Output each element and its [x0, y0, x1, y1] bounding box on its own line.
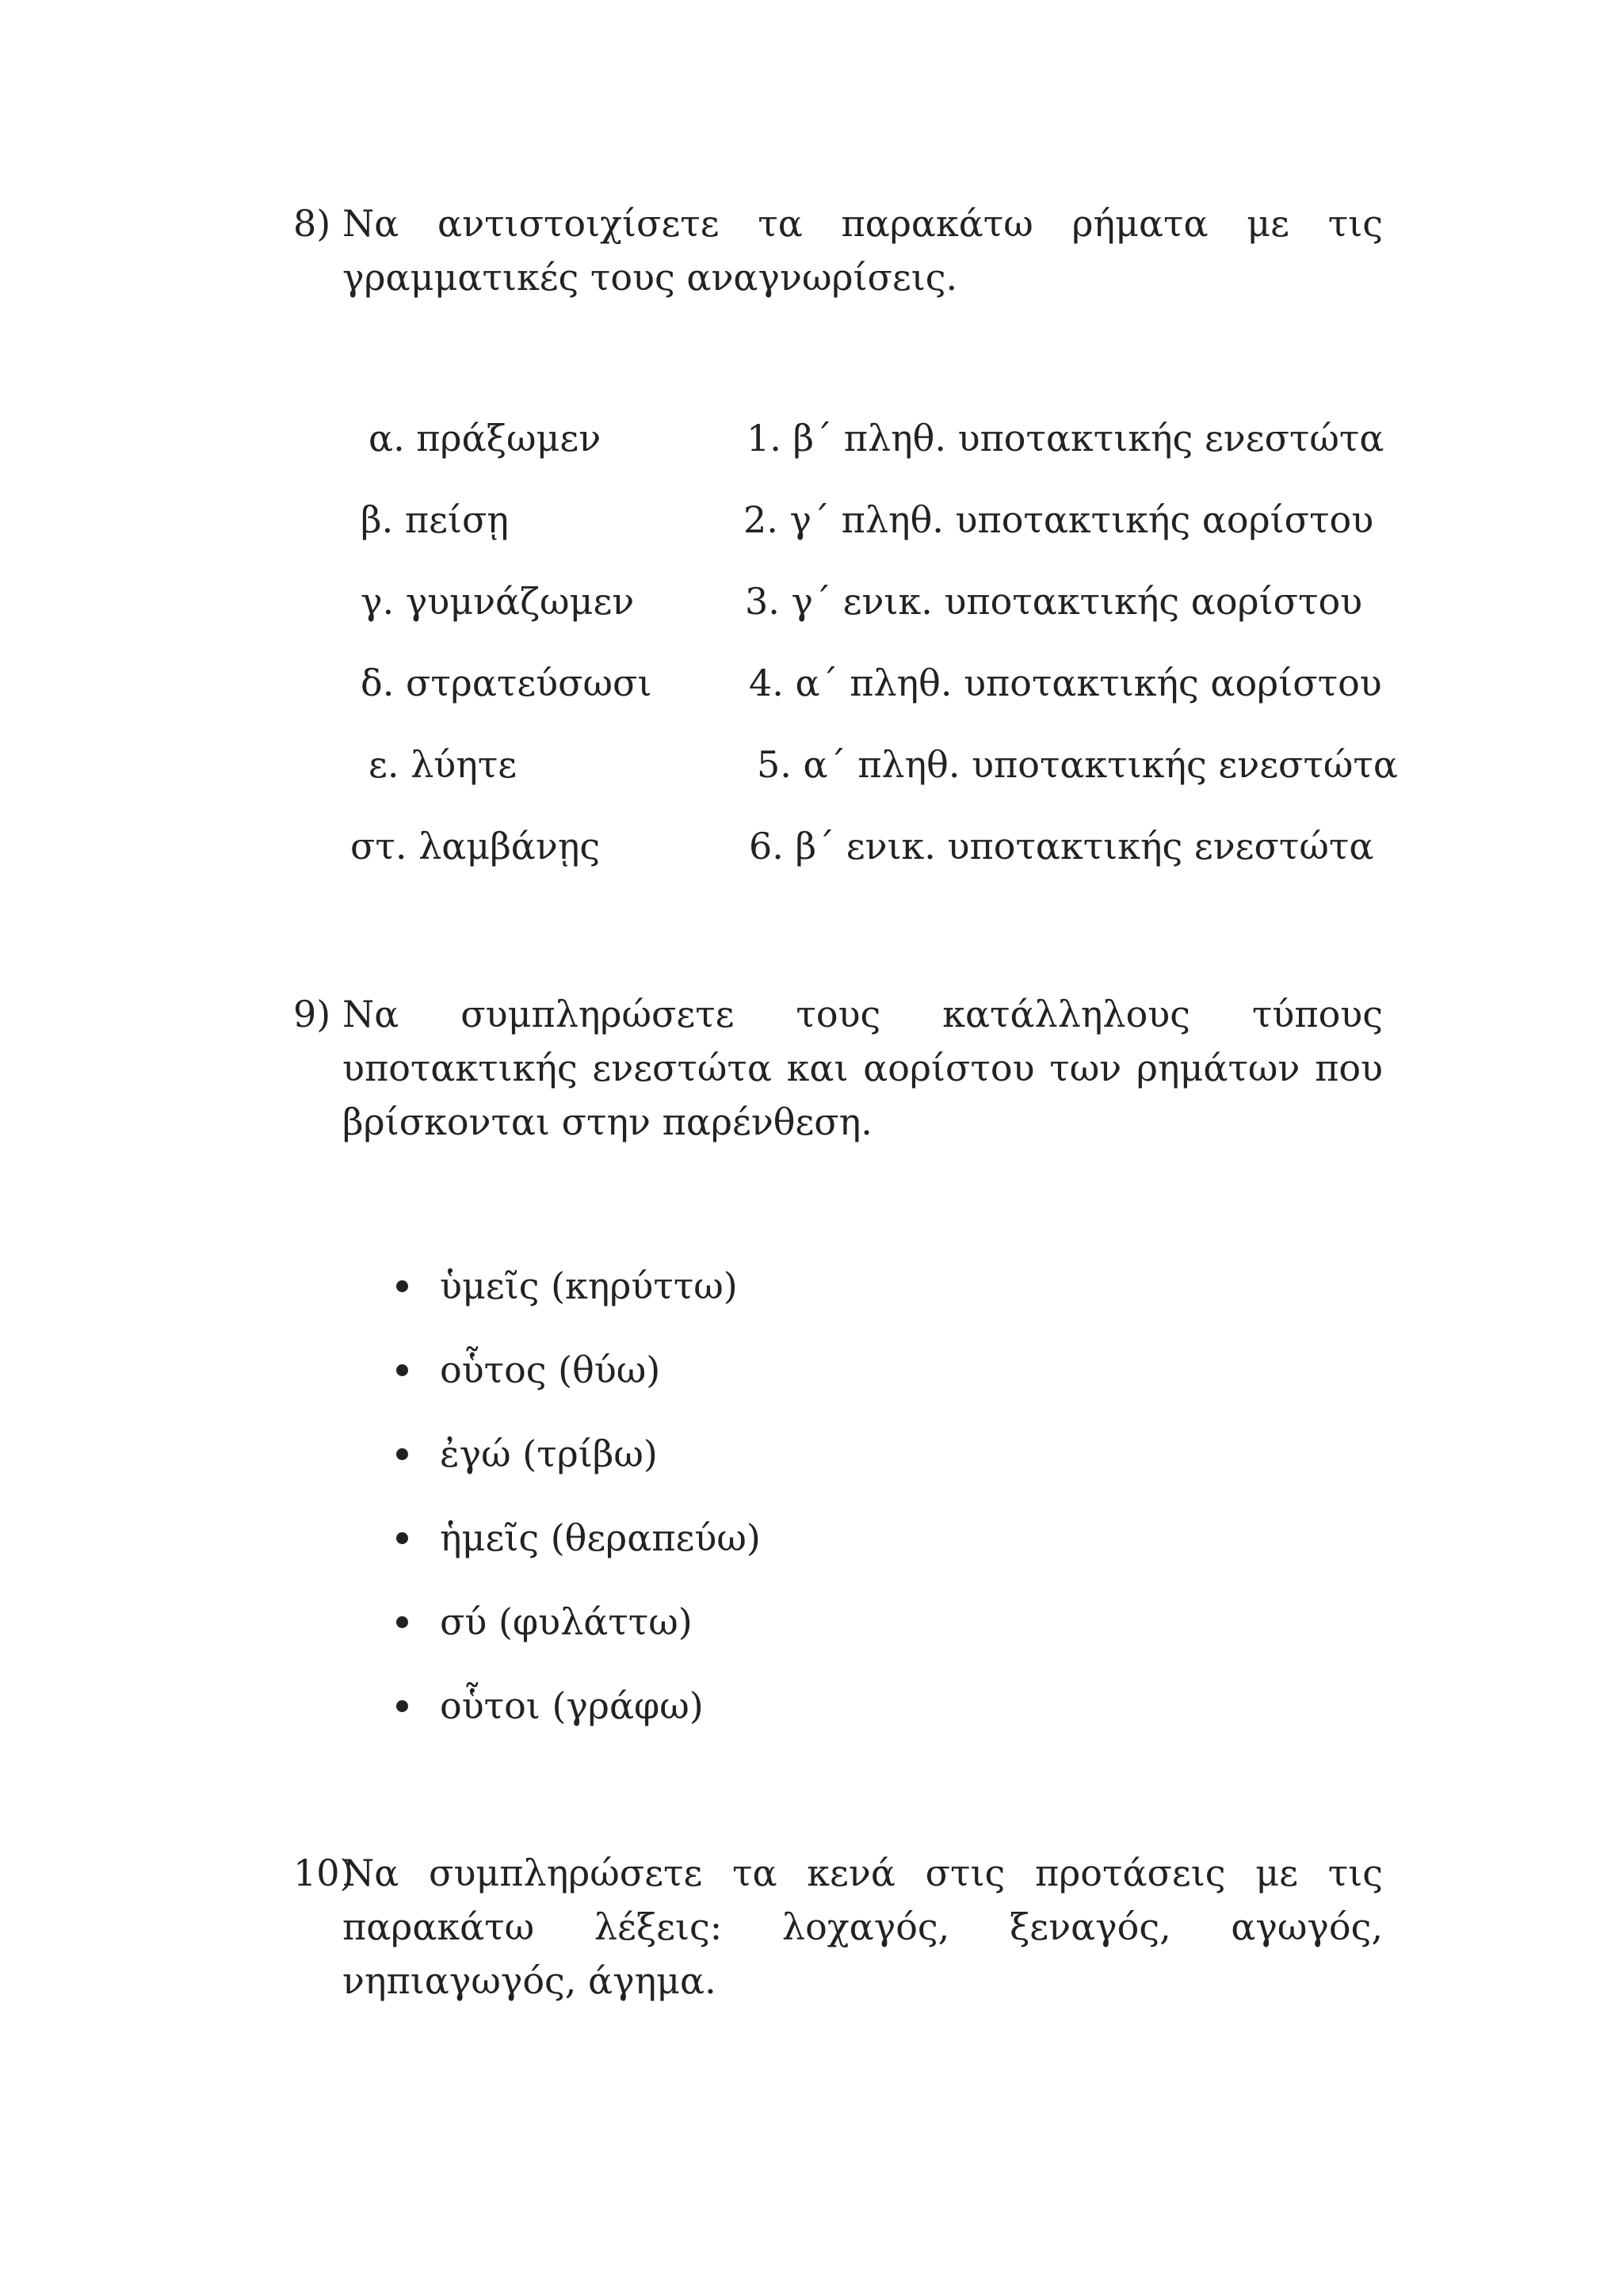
question-10-text: Να συμπληρώσετε τα κενά στις προτάσεις με τις παρακάτω λέξεις: λοχαγός, ξεναγός, αγωγός, νηπιαγωγός, άγημα.: [342, 1852, 1383, 2002]
list-item-text: σύ (φυλάττω): [440, 1600, 693, 1643]
list-item-text: ἡμεῖς (θεραπεύω): [440, 1516, 761, 1559]
question-8: [293, 196, 1383, 304]
match-right-6: 6. β΄ ενικ. υποτακτικής ενεστώτα: [749, 825, 1374, 868]
match-left-b: β. πείσῃ: [361, 498, 509, 541]
match-right-5: 5. α΄ πληθ. υποτακτικής ενεστώτα: [757, 743, 1398, 786]
match-left-st: στ. λαμβάνῃς: [350, 825, 601, 868]
question-9-text: Να συμπληρώσετε τους κατάλληλους τύπους υποτακτικής ενεστώτα και αορίστου των ρημάτων που βρίσκονται στην παρένθεση.: [342, 993, 1383, 1143]
match-right-4: 4. α΄ πληθ. υποτακτικής αορίστου: [749, 662, 1382, 704]
match-right-2: 2. γ΄ πληθ. υποτακτικής αορίστου: [743, 498, 1374, 541]
question-8-text: Να αντιστοιχίσετε τα παρακάτω ρήματα με τις γραμματικές τους αναγνωρίσεις.: [342, 202, 1383, 299]
list-item-text: ἐγώ (τρίβω): [440, 1432, 658, 1475]
bullet-icon: [396, 1364, 408, 1376]
match-right-1: 1. β΄ πληθ. υποτακτικής ενεστώτα: [747, 417, 1384, 460]
bullet-icon: [396, 1700, 408, 1712]
question-10-number: 10): [293, 1852, 354, 1894]
list-item-text: οὗτοι (γράφω): [440, 1684, 704, 1727]
question-10: [293, 1846, 1383, 2008]
question-9: [293, 987, 1383, 1149]
question-9-number: 9): [293, 993, 331, 1035]
match-left-c: γ. γυμνάζωμεν: [361, 580, 635, 623]
list-item-text: ὑμεῖς (κηρύττω): [440, 1264, 738, 1307]
list-item-text: οὗτος (θύω): [440, 1348, 661, 1391]
bullet-icon: [396, 1616, 408, 1628]
match-left-d: δ. στρατεύσωσι: [361, 662, 652, 704]
bullet-icon: [396, 1532, 408, 1544]
question-8-number: 8): [293, 202, 331, 245]
bullet-icon: [396, 1448, 408, 1460]
match-right-3: 3. γ΄ ενικ. υποτακτικής αορίστου: [745, 580, 1363, 623]
bullet-icon: [396, 1280, 408, 1292]
match-left-a: α. πράξωμεν: [369, 417, 601, 460]
match-left-e: ε. λύητε: [369, 743, 517, 786]
